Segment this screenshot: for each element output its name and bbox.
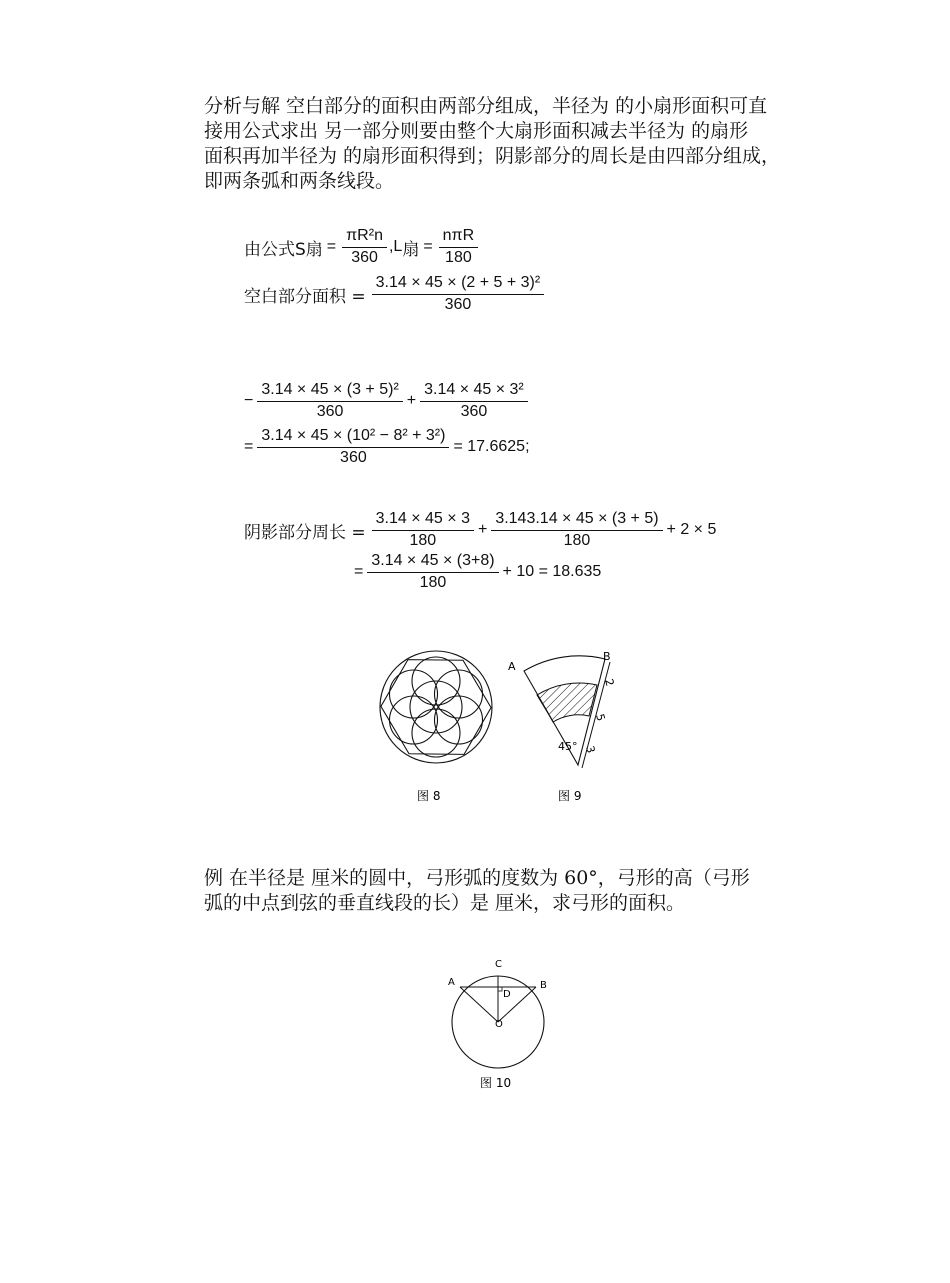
denominator: 180 xyxy=(563,532,591,549)
label-a: A xyxy=(448,977,455,988)
numerator: 3.14 × 45 × (3+8) xyxy=(367,552,498,573)
numerator: 3.14 × 45 × 3² xyxy=(420,381,528,402)
example-line-1: 例 在半径是 厘米的圆中，弓形弧的度数为 60°，弓形的高（弓形 xyxy=(204,867,750,889)
shaded-region xyxy=(537,683,597,722)
numerator: 3.14 × 45 × (2 + 5 + 3)² xyxy=(372,274,545,295)
label-b: B xyxy=(603,650,611,663)
segment-label-5: 5 xyxy=(593,712,608,723)
analysis-line-2: 接用公式求出 另一部分则要由整个大扇形面积减去半径为 的扇形 xyxy=(204,120,749,142)
figure-9-caption: 图 9 xyxy=(558,789,582,803)
outer-boundary xyxy=(380,651,492,763)
plus-sign: + xyxy=(406,392,417,409)
numerator: nπR xyxy=(439,227,479,248)
formula-sub: 扇 xyxy=(305,239,323,260)
formula-perimeter xyxy=(244,510,716,550)
numerator: πR²n xyxy=(342,227,387,248)
label-a: A xyxy=(508,660,516,673)
plus-sign: + xyxy=(477,521,488,538)
fraction-blank-area xyxy=(372,274,545,314)
label-d: D xyxy=(503,989,511,1000)
denominator: 180 xyxy=(419,574,447,591)
analysis-line-3: 面积再加半径为 的扇形面积得到；阴影部分的周长是由四部分组成， xyxy=(204,145,781,167)
right-angle-mark xyxy=(498,987,502,991)
denominator: 360 xyxy=(316,403,344,420)
fraction-arc-1 xyxy=(372,510,474,550)
fraction-combined xyxy=(257,427,449,467)
denominator: 180 xyxy=(445,249,472,266)
formula-prefix: 由公式S xyxy=(244,239,306,260)
formula-continuation xyxy=(244,381,530,421)
formula-mid: ,L xyxy=(388,238,403,255)
perimeter-result: + 10 = 18.635 xyxy=(502,563,602,580)
denominator: 180 xyxy=(409,532,437,549)
fraction-term-1 xyxy=(257,381,402,421)
fraction-arc-2 xyxy=(491,510,662,550)
label-o: O xyxy=(495,1019,503,1030)
figure-8-9 xyxy=(360,640,640,810)
figure-8-diagram xyxy=(367,640,504,778)
fraction-area xyxy=(342,227,387,267)
denominator: 360 xyxy=(460,403,488,420)
segment-ao xyxy=(460,987,498,1022)
numerator: 3.14 × 45 × 3 xyxy=(372,510,474,531)
numerator: 3.14 × 45 × (3 + 5)² xyxy=(257,381,402,402)
inner-circle xyxy=(410,681,462,733)
blank-area-label: 空白部分面积 = xyxy=(244,286,366,307)
equals-sign: = xyxy=(354,563,364,580)
fraction-term-2 xyxy=(420,381,528,421)
equals-sign: = xyxy=(326,238,337,255)
segment-term: + 2 × 5 xyxy=(666,521,717,538)
fraction-perimeter xyxy=(367,552,498,592)
area-result: = 17.6625; xyxy=(453,438,530,455)
denominator: 360 xyxy=(340,449,367,466)
segment-label-2: 2 xyxy=(602,677,617,688)
minus-sign: − xyxy=(244,392,254,409)
fraction-length xyxy=(439,227,479,267)
formula-sub2: 扇 xyxy=(402,239,420,260)
label-b: B xyxy=(540,980,547,991)
segment-label-3: 3 xyxy=(583,744,598,755)
formula-perimeter-result xyxy=(354,552,601,592)
example-line-2: 弧的中点到弦的垂直线段的长）是 厘米，求弓形的面积。 xyxy=(204,892,686,914)
perimeter-label: 阴影部分周长 = xyxy=(244,522,366,543)
formula-combined xyxy=(244,427,530,467)
formula-sector-row xyxy=(244,227,480,267)
analysis-line-1: 分析与解 空白部分的面积由两部分组成，半径为 的小扇形面积可直 xyxy=(204,95,768,117)
denominator: 360 xyxy=(351,249,378,266)
equals-sign: = xyxy=(244,438,254,455)
equals-sign: = xyxy=(423,238,433,255)
example-paragraph xyxy=(204,866,814,916)
numerator: 3.14 × 45 × (10² − 8² + 3²) xyxy=(257,427,449,448)
angle-label: 45° xyxy=(558,740,578,753)
figure-9-diagram xyxy=(508,650,616,768)
analysis-paragraph xyxy=(204,94,814,194)
label-c: C xyxy=(495,959,502,970)
figure-10 xyxy=(440,950,560,1095)
analysis-line-4: 即两条弧和两条线段。 xyxy=(204,170,395,192)
figure-8-caption: 图 8 xyxy=(417,789,441,803)
figure-10-caption: 图 10 xyxy=(480,1076,512,1090)
formula-blank-area xyxy=(244,274,546,314)
denominator: 360 xyxy=(444,296,472,313)
numerator: 3.143.14 × 45 × (3 + 5) xyxy=(491,510,662,531)
